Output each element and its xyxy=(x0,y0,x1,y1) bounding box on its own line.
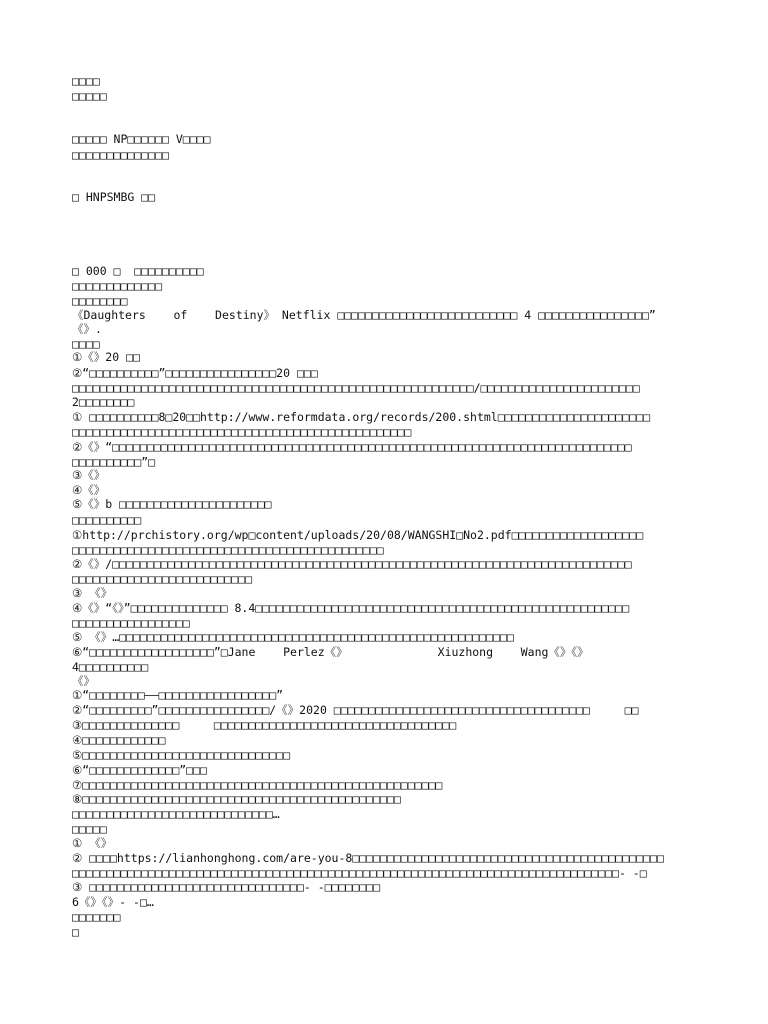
body-line: □□□□□ xyxy=(72,822,107,836)
body-line: □□□□□□□□□□□□□□□□□□□□□□□□□□□□□□□□□□□□□□□□□□□□□□□□□ xyxy=(72,425,412,439)
body-line: ⑤《》b □□□□□□□□□□□□□□□□□□□□□□ xyxy=(72,497,272,511)
body-line: □□□□□□□□□□□□□□□□□□□□□□□□□□ xyxy=(72,572,253,586)
body-line: 6《》《》- -□… xyxy=(72,895,154,909)
body-line: ⑥“□□□□□□□□□□□□□”□□□ xyxy=(72,763,207,777)
body-line: □ xyxy=(72,925,79,939)
body-line: 2□□□□□□□□ xyxy=(72,395,135,409)
body-line: ④《》“《》”□□□□□□□□□□□□□□ 8.4□□□□□□□□□□□□□□□□□□□□□□□□□□□□□□□□□□□□□□□□□□□□□□□□□□□□□□ xyxy=(72,601,630,615)
body-line: ①“□□□□□□□□——□□□□□□□□□□□□□□□□□” xyxy=(72,688,284,702)
body-line: ⑥“□□□□□□□□□□□□□□□□□□”□Jane Perlez《》 Xiuzhong Wang《》《》 xyxy=(72,645,589,659)
body-line: 《Daughters of Destiny》 Netflix □□□□□□□□□□□□□□□□□□□□□□□□□□ 4 □□□□□□□□□□□□□□□□” xyxy=(72,308,656,322)
body-line: □□□□□□□□□□□□□□□□□□□□□□□□□□□□□… xyxy=(72,807,280,821)
body-line: ①《》20 □□ xyxy=(72,350,140,364)
body-line: ②《》/□□□□□□□□□□□□□□□□□□□□□□□□□□□□□□□□□□□□□□□□□□□□□□□□□□□□□□□□□□□□□□□□□□□□□□□□□□□ xyxy=(72,557,632,571)
body-line: ②“□□□□□□□□□”□□□□□□□□□□□□□□□□/《》2020 □□□□□□□□□□□□□□□□□□□□□□□□□□□□□□□□□□□□□ □□ xyxy=(72,703,639,717)
body-line: ③ 《》 xyxy=(72,586,113,600)
header-line-3: □□□□□ NP□□□□□□ V□□□□ xyxy=(72,132,211,146)
body-line: ⑤□□□□□□□□□□□□□□□□□□□□□□□□□□□□□□ xyxy=(72,748,291,762)
header-line-1: □□□□ xyxy=(72,74,100,88)
body-line: ④□□□□□□□□□□□□ xyxy=(72,733,166,747)
body-line: ① 《》 xyxy=(72,836,113,850)
body-line: ②《》“□□□□□□□□□□□□□□□□□□□□□□□□□□□□□□□□□□□□□□□□□□□□□□□□□□□□□□□□□□□□□□□□□□□□□□□□□□□ xyxy=(72,440,632,454)
body-line: □□□□□□□□□□□□□□□□□□□□□□□□□□□□□□□□□□□□□□□□□□□□□ xyxy=(72,543,384,557)
body-line: ③ □□□□□□□□□□□□□□□□□□□□□□□□□□□□□□□- -□□□□□□□□ xyxy=(72,880,381,894)
body-line: ② □□□□https://lianhonghong.com/are-you-8□□□□□□□□□□□□□□□□□□□□□□□□□□□□□□□□□□□□□□□□□□□□□ xyxy=(72,851,664,865)
header-line-5: □ HNPSMBG □□ xyxy=(72,190,156,204)
body-line: 《》. xyxy=(72,322,102,336)
body-line: □□□□ xyxy=(72,337,100,351)
body-line: □□□□□□□□□□□□□□□□□ xyxy=(72,616,190,630)
body-line: ①http://prchistory.org/wp□content/uploads/20/08/WANGSHI□No2.pdf□□□□□□□□□□□□□□□□□□□ xyxy=(72,528,644,542)
body-line: □□□□□□□ xyxy=(72,910,121,924)
body-line: ⑧□□□□□□□□□□□□□□□□□□□□□□□□□□□□□□□□□□□□□□□□□□□□□□ xyxy=(72,792,401,806)
header-line-4: □□□□□□□□□□□□□□ xyxy=(72,148,169,162)
body-line: □□□□□□□□□□□□□□□□□□□□□□□□□□□□□□□□□□□□□□□□□□□□□□□□□□□□□□□□□□/□□□□□□□□□□□□□□□□□□□□□□□ xyxy=(72,381,640,395)
body-line: ②“□□□□□□□□□□”□□□□□□□□□□□□□□□□20 □□□ xyxy=(72,366,318,380)
body-line: □□□□□□□□ xyxy=(72,294,128,308)
body-line: ① □□□□□□□□□□8□20□□http://www.reformdata.org/records/200.shtml□□□□□□□□□□□□□□□□□□□□□□ xyxy=(72,410,651,424)
body-line: 《》 xyxy=(72,674,95,688)
body-line: ⑦□□□□□□□□□□□□□□□□□□□□□□□□□□□□□□□□□□□□□□□□□□□□□□□□□□□□ xyxy=(72,778,443,792)
body-line: □□□□□□□□□□□□□ xyxy=(72,279,163,293)
body-line: ③《》 xyxy=(72,468,106,482)
body-line: □ 000 □ □□□□□□□□□□ xyxy=(72,264,204,278)
body-line: ③□□□□□□□□□□□□□□ □□□□□□□□□□□□□□□□□□□□□□□□□□□□□□□□□□□ xyxy=(72,718,457,732)
header-line-2: □□□□□ xyxy=(72,89,107,103)
body-line: 4□□□□□□□□□□ xyxy=(72,660,149,674)
body-line: ④《》 xyxy=(72,483,106,497)
body-line: □□□□□□□□□□□□□□□□□□□□□□□□□□□□□□□□□□□□□□□□□□□□□□□□□□□□□□□□□□□□□□□□□□□□□□□□□□□□□□□- -□ xyxy=(72,866,647,880)
body-line: ⑤ 《》…□□□□□□□□□□□□□□□□□□□□□□□□□□□□□□□□□□□□□□□□□□□□□□□□□□□□□□□□□ xyxy=(72,630,514,644)
body-line: □□□□□□□□□□ xyxy=(72,513,142,527)
body-line: □□□□□□□□□□”□ xyxy=(72,455,156,469)
